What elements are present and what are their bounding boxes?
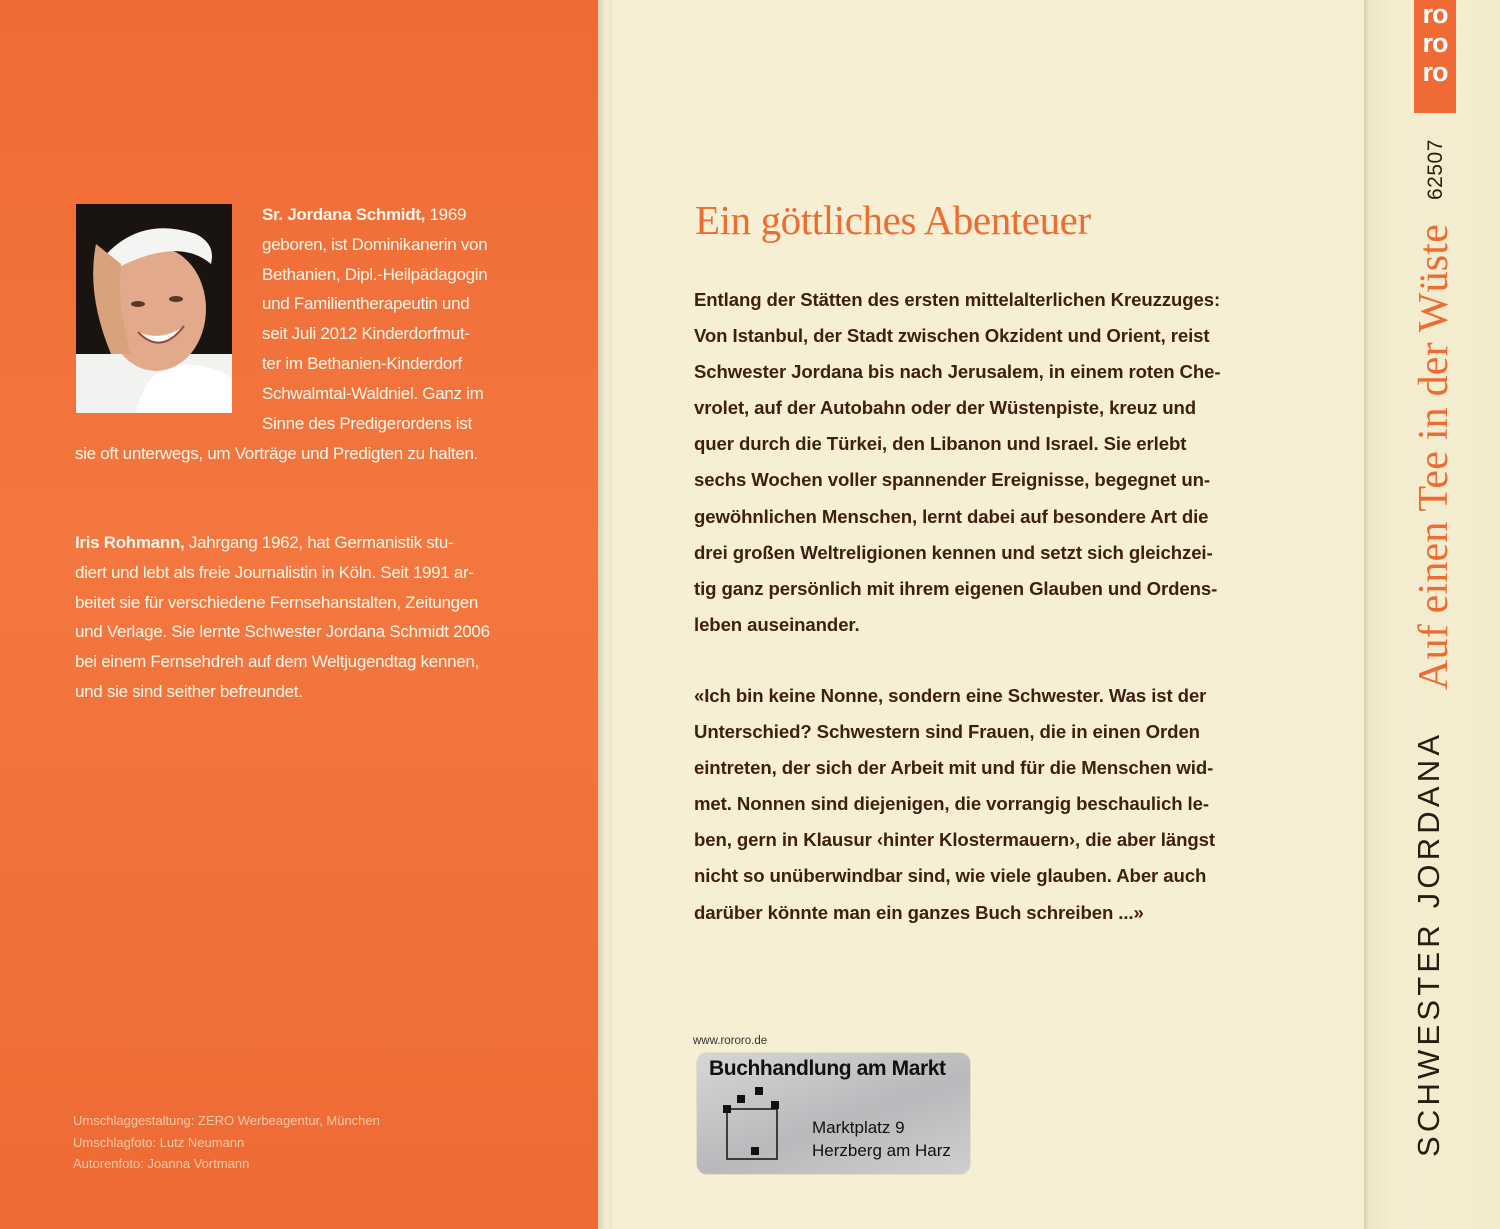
blurb-quote: «Ich bin keine Nonne, sondern eine Schwester. Was ist der Unterschied? Schwestern sind Frauen, die in einen Orden eintreten, der sich der Arbeit mit und für die Menschen wid- met. Nonnen sind diejenigen, die vorrangig beschaulich le- ben, gern in Klausur ‹hinter Klostermauern›, die aber längst nicht so unüberwindbar sind, wie viele glauben. Aber auch darüber könnte man ein ganzes Buch schreiben ...» bbox=[694, 685, 1215, 923]
flap-fold-edge bbox=[598, 0, 612, 1229]
author-photo bbox=[76, 204, 232, 413]
bookshop-logo-icon bbox=[721, 1087, 787, 1163]
author-bio-rohmann: Iris Rohmann, Jahrgang 1962, hat Germanistik stu- diert und lebt als freie Journalistin in Köln. Seit 1991 ar- beitet sie für verschiedene Fernsehanstalten, Zeitungen und Verlage. Sie lernte Schwester Jordana Schmidt 2006 bei einem Fernsehdreh auf dem Weltjugendtag kennen, und sie sind seither befreundet. bbox=[75, 533, 490, 701]
credit-line: Umschlagfoto: Lutz Neumann bbox=[73, 1134, 245, 1150]
author-name-jordana: Sr. Jordana Schmidt, bbox=[262, 205, 426, 224]
credit-line: Umschlaggestaltung: ZERO Werbeagentur, München bbox=[73, 1113, 380, 1128]
bookshop-name: Buchhandlung am Markt bbox=[709, 1057, 946, 1080]
author-bio-jordana: Sr. Jordana Schmidt, 1969 geboren, ist Dominikanerin von Bethanien, Dipl.-Heilpädagogin und Familientherapeutin und seit Juli 2012 Kinderdorfmut- ter im Bethanien-Kinderdorf Schwalmtal-Waldniel. Ganz im Sinne des Predigerordens ist bbox=[262, 205, 488, 433]
author-portrait-image bbox=[76, 204, 232, 413]
author-bio-jordana-continued: sie oft unterwegs, um Vorträge und Predigten zu halten. bbox=[75, 444, 479, 463]
bookshop-address: Marktplatz 9 Herzberg am Harz bbox=[812, 1118, 951, 1160]
spine-title: Auf einen Tee in der Wüste bbox=[1411, 223, 1457, 690]
spine-catalog-number: 62507 bbox=[1424, 139, 1447, 200]
spine-author: SCHWESTER JORDANA bbox=[1411, 730, 1446, 1157]
bookshop-sticker bbox=[697, 1053, 970, 1174]
credit-line: Autorenfoto: Joanna Vortmann bbox=[73, 1156, 250, 1171]
author-name-rohmann: Iris Rohmann, bbox=[75, 533, 185, 552]
cover-credits bbox=[73, 1110, 380, 1175]
blurb-paragraph-1: Entlang der Stätten des ersten mittelalterlichen Kreuzzuges: Von Istanbul, der Stadt zwischen Okzident und Orient, reist Schwester Jordana bis nach Jerusalem, in einem roten Che- vrolet, auf der Autobahn oder der Wüstenpiste, kreuz und quer durch die Türkei, den Libanon und Israel. Sie erlebt sechs Wochen voller spannender Ereignisse, begegnet un- gewöhnlichen Menschen, lernt dabei auf besondere Art die drei großen Weltreligionen kennen und setzt sich gleichzei- tig ganz persönlich mit ihrem eigenen Glauben und Ordens- leben auseinander. bbox=[694, 289, 1221, 635]
publisher-url: www.rororo.de bbox=[693, 1035, 768, 1047]
book-tagline-title: Ein göttliches Abenteuer bbox=[695, 197, 1091, 243]
spine-fold-edge bbox=[1364, 0, 1370, 1229]
publisher-logo: ro ro ro bbox=[1414, 0, 1456, 113]
